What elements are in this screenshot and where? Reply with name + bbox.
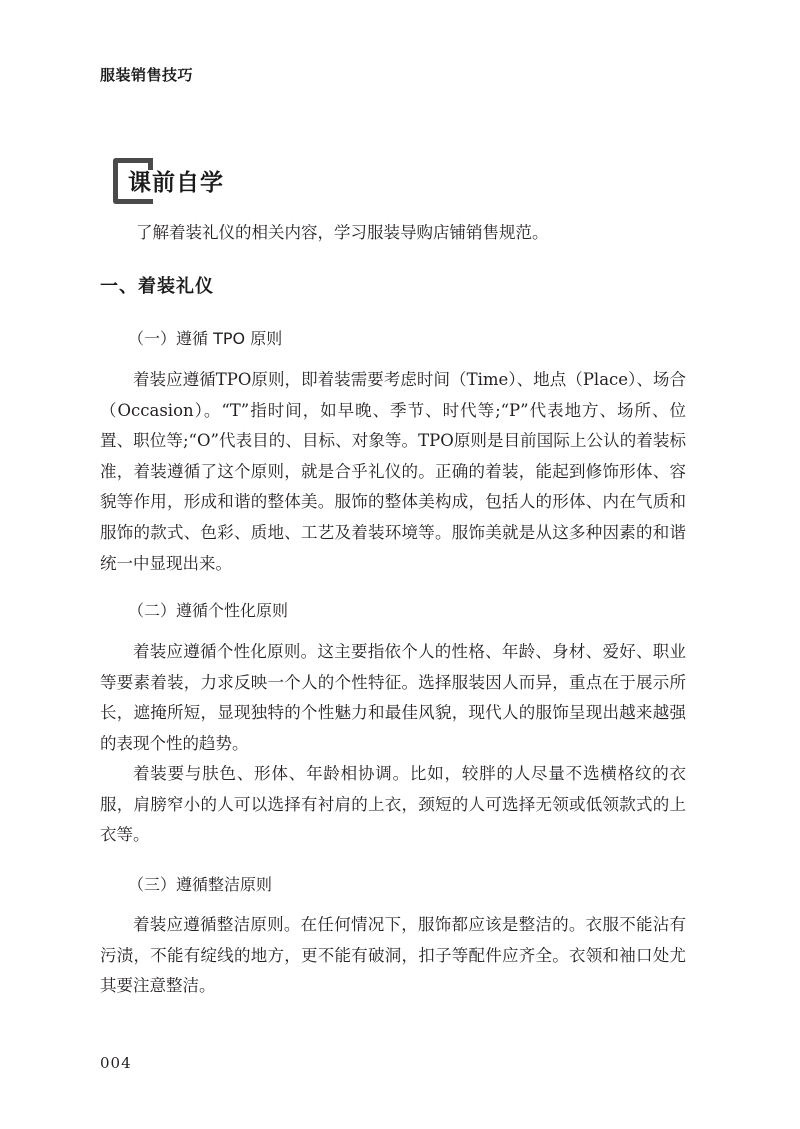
page-number: 004 xyxy=(100,1054,132,1072)
section-intro: 了解着装礼仪的相关内容，学习服装导购店铺销售规范。 xyxy=(136,223,549,242)
running-header-title: 服装销售技巧 xyxy=(100,66,194,84)
chapter-heading: 一、着装礼仪 xyxy=(100,276,214,297)
subsection-heading-tpo: （一）遵循 TPO 原则 xyxy=(128,329,283,348)
paragraph-personality-1: 着装应遵循个性化原则。这主要指依个人的性格、年龄、身材、爱好、职业等要素着装，力求反映一个人的个性特征。选择服装因人而异，重点在于展示所长，遮掩所短，显现独特的个性魅力和最佳风貌，现代人的服饰呈现出越来越强的表现个性的趋势。 xyxy=(100,642,686,753)
subsection-heading-neatness: （三）遵循整洁原则 xyxy=(128,875,273,894)
paragraph-tpo: 着装应遵循TPO原则，即着装需要考虑时间（Time）、地点（Place）、场合（Occasion）。“T”指时间，如早晚、季节、时代等;“P”代表地方、场所、位置、职位等;“O”代表目的、目标、对象等。TPO原则是目前国际上公认的着装标准，着装遵循了这个原则，就是合乎礼仪的。正确的着装，能起到修饰形体、容貌等作用，形成和谐的整体美。服饰的整体美构成，包括人的形体、内在气质和服饰的款式、色彩、质地、工艺及着装环境等。服饰美就是从这多种因素的和谐统一中显现出来。 xyxy=(100,370,686,573)
section-title: 课前自学 xyxy=(128,170,224,196)
paragraph-personality-2: 着装要与肤色、形体、年龄相协调。比如，较胖的人尽量不选横格纹的衣服，肩膀窄小的人可以选择有衬肩的上衣，颈短的人可选择无领或低领款式的上衣等。 xyxy=(100,764,686,845)
paragraph-neatness: 着装应遵循整洁原则。在任何情况下，服饰都应该是整洁的。衣服不能沾有污渍，不能有绽线的地方，更不能有破洞，扣子等配件应齐全。衣领和袖口处尤其要注意整洁。 xyxy=(100,915,686,996)
subsection-heading-personality: （二）遵循个性化原则 xyxy=(128,601,289,620)
